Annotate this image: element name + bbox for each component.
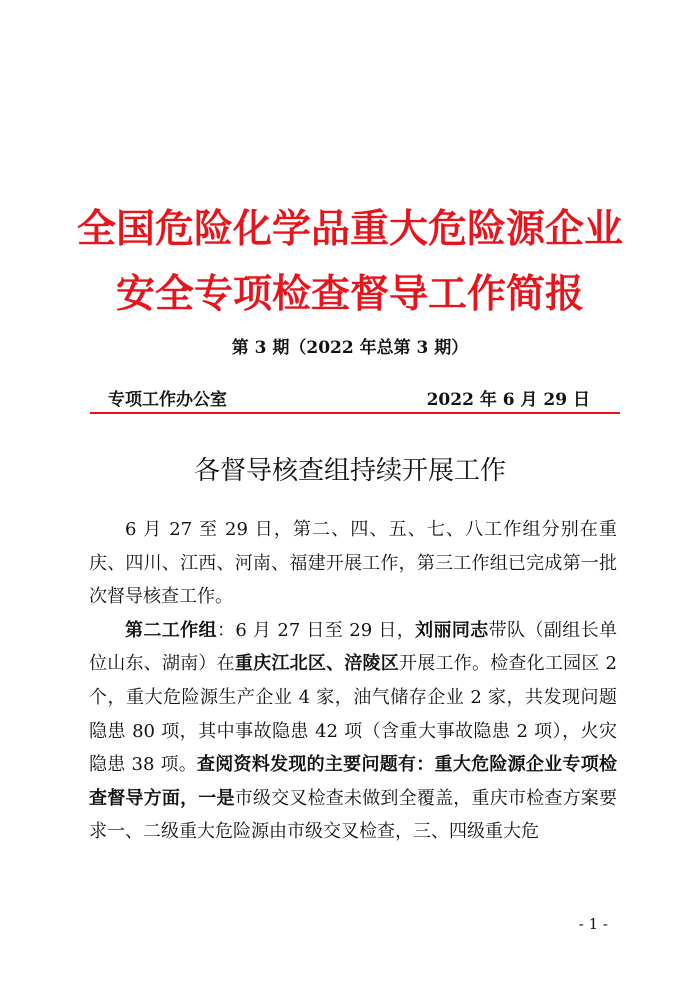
leader-name: 刘丽同志	[415, 619, 489, 641]
issuing-office: 专项工作办公室	[108, 390, 227, 410]
paragraph-1: 6 月 27 至 29 日，第二、四、五、七、八工作组分别在重庆、四川、江西、河南、福建开展工作，第三工作组已完成第一批次督导核查工作。	[89, 519, 617, 608]
bulletin-title-line2: 安全专项检查督导工作简报	[115, 272, 584, 317]
text-segment: 开展工作。检查化工园区 2 个，重大危险源生产企业 4 家，油气储存企业 2 家，共发现问题隐患 80 项，其中事故隐患 42 项（含重大事故隐患 2 项），火灾隐患 38 项。	[89, 653, 618, 776]
page-number: - 1 -	[578, 915, 608, 933]
text-segment: ：6 月 27 日至 29 日，	[216, 619, 416, 641]
bulletin-title-line1: 全国危险化学品重大危险源企业	[76, 207, 623, 252]
text-segment: 带队（副组长单位山东、湖南）在	[89, 619, 618, 675]
group-label: 第二工作组	[125, 619, 217, 641]
location-names: 重庆江北区、涪陵区	[234, 653, 400, 675]
issue-date: 2022 年 6 月 29 日	[426, 390, 590, 410]
issue-number: 第 3 期（2022 年总第 3 期）	[231, 338, 469, 358]
problems-intro: 查阅资料发现的主要问题有：	[197, 754, 435, 776]
red-divider	[90, 412, 620, 414]
article-body	[89, 513, 617, 849]
aspect-heading: 重大危险源企业专项检查督导方面，一是	[89, 754, 618, 809]
text-segment: 市级交叉检查未做到全覆盖，重庆市检查方案要求一、二级重大危险源由市级交叉检查，三、四级重大危	[89, 787, 618, 843]
paragraph-2	[89, 614, 617, 849]
article-headline: 各督导核查组持续开展工作	[193, 456, 506, 486]
